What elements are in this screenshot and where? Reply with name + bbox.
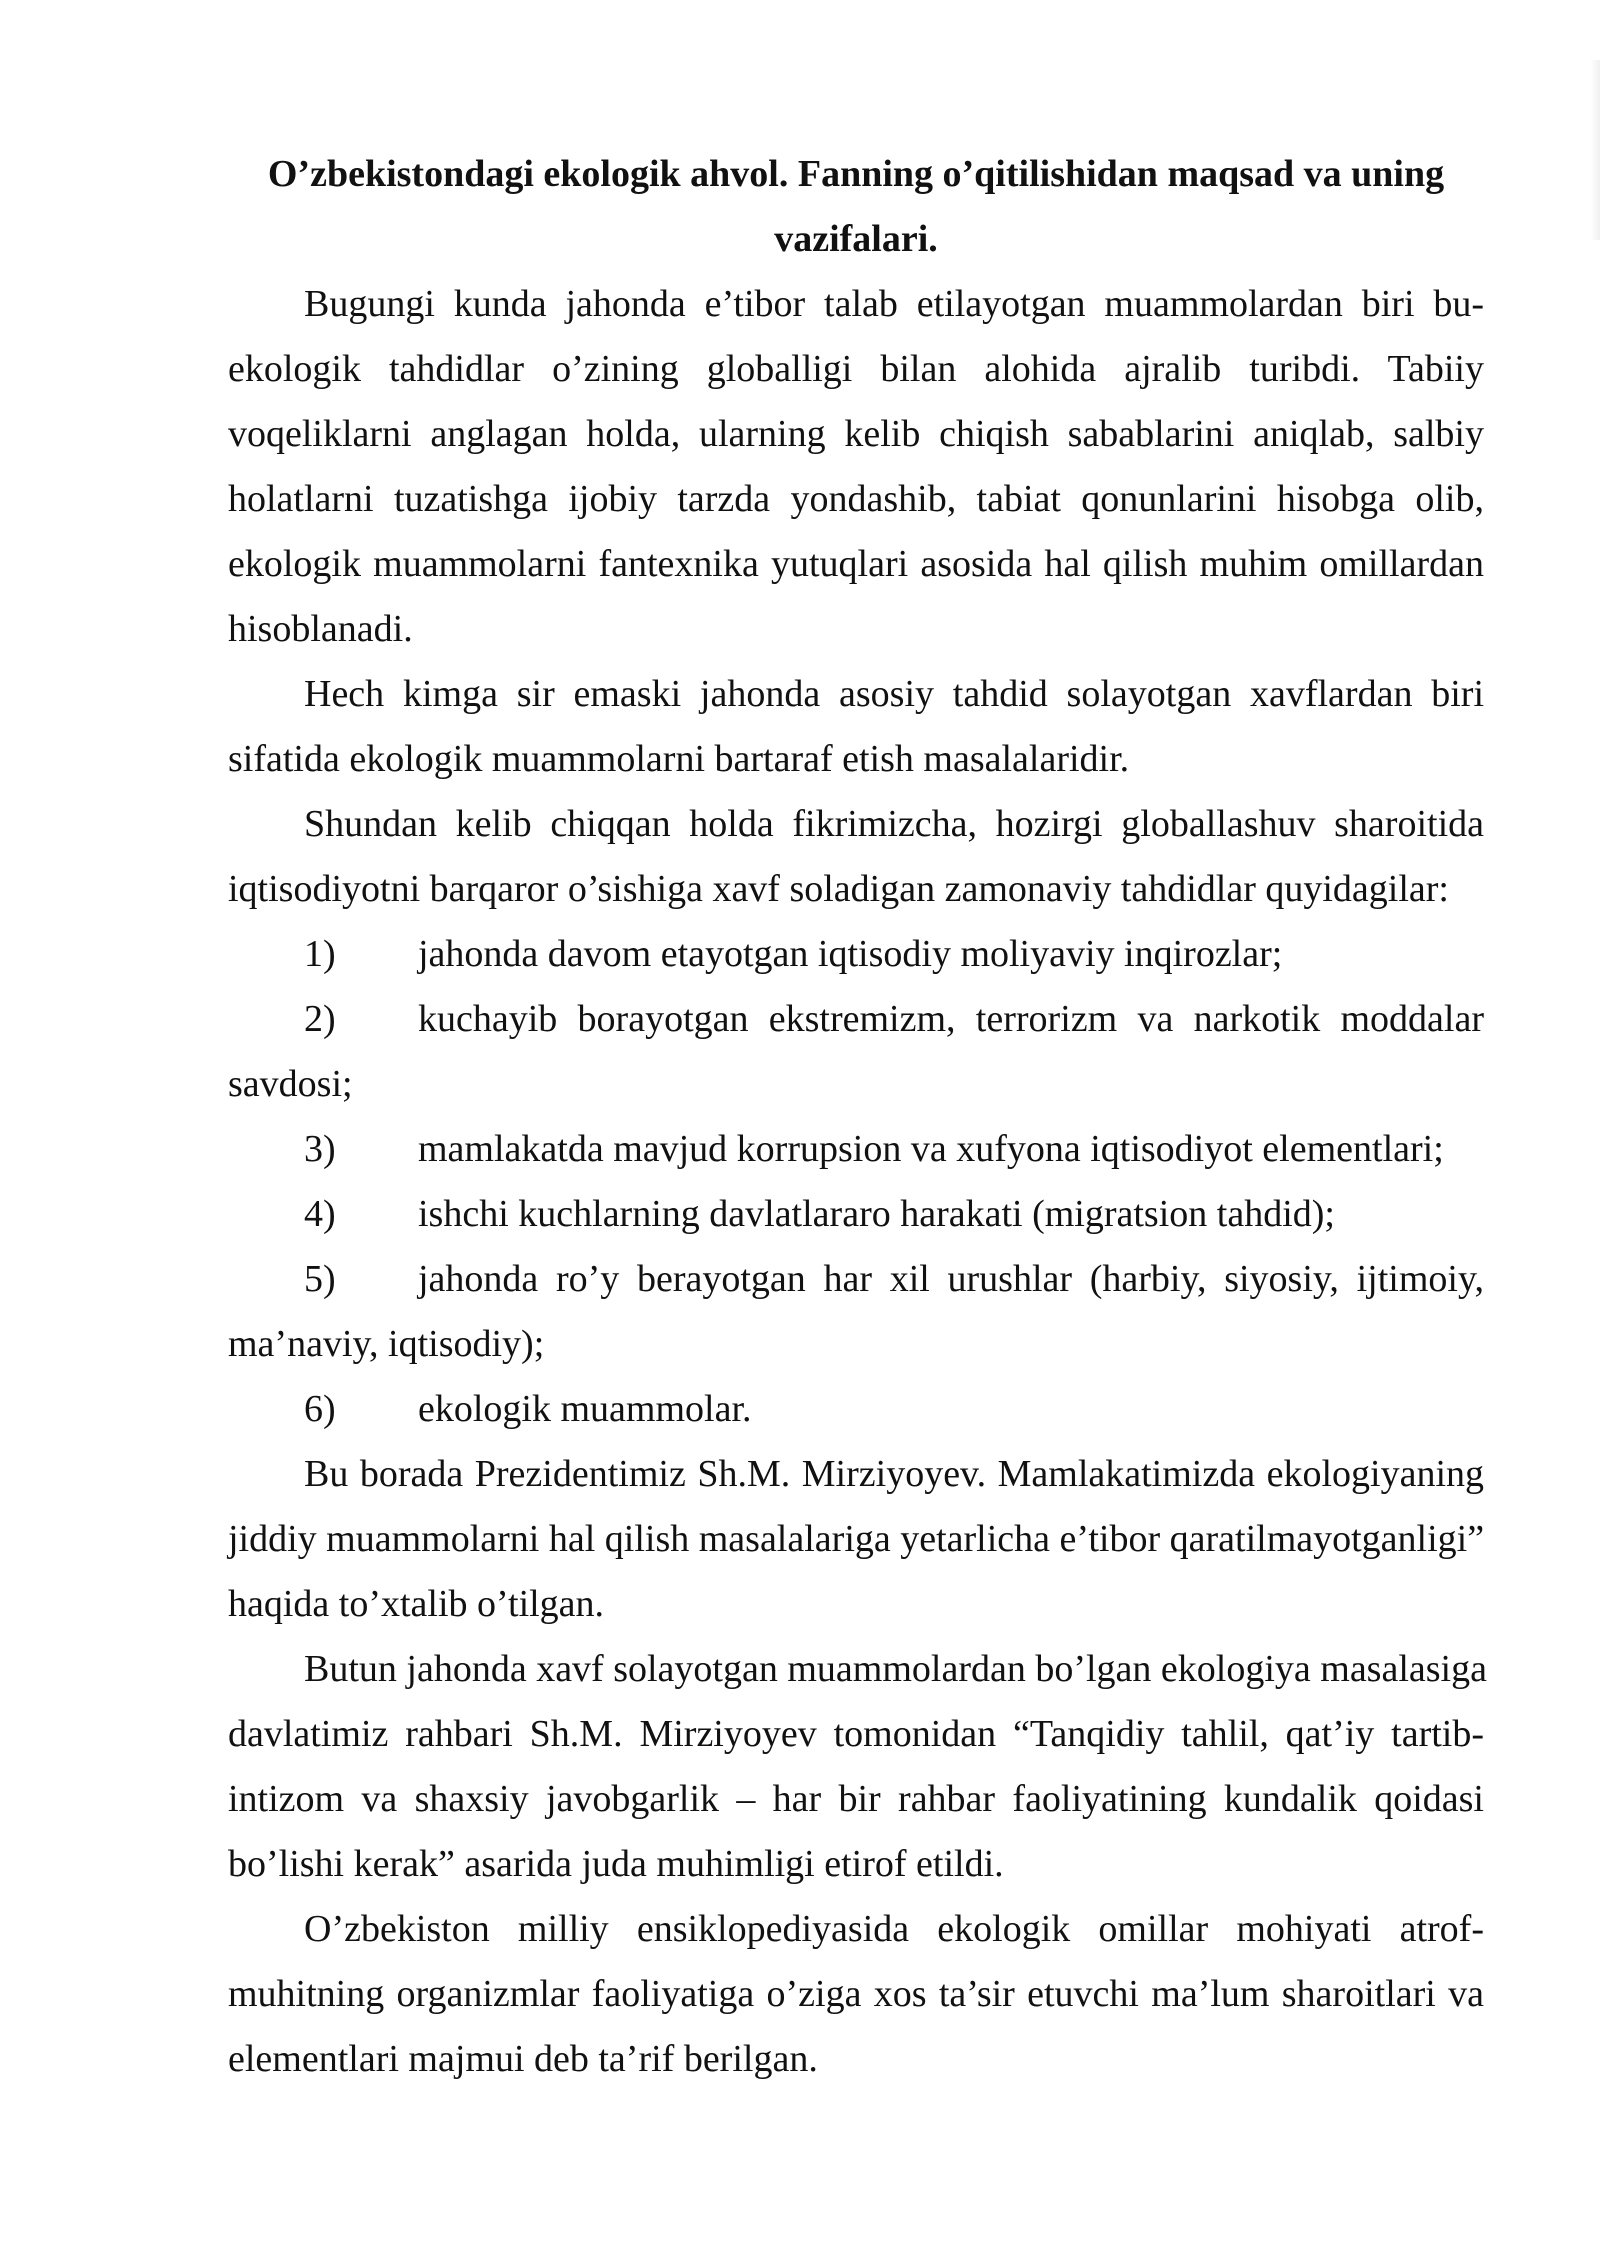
list-item-text: kuchayib borayotgan ekstremizm, terrorizm va narkotik moddalar: [418, 998, 1484, 1040]
list-item-continuation: savdosi;: [228, 1063, 353, 1105]
paragraph-4-line-3: haqida to’xtalib o’tilgan.: [228, 1583, 605, 1625]
paragraph-3-line-1: Shundan kelib chiqqan holda fikrimizcha, hozirgi globallashuv sharoitida: [304, 803, 1484, 845]
list-item-number: 1): [304, 933, 336, 975]
paragraph-4-line-2: jiddiy muammolarni hal qilish masalalariga yetarlicha e’tibor qaratilmayotganligi”: [228, 1518, 1485, 1560]
page-edge-shadow: [1590, 60, 1600, 240]
paragraph-5-line-1: Butun jahonda xavf solayotgan muammolardan bo’lgan ekologiya masalasiga: [304, 1648, 1487, 1690]
list-item-number: 3): [304, 1128, 336, 1170]
paragraph-2-line-1: Hech kimga sir emaski jahonda asosiy tahdid solayotgan xavflardan biri: [304, 673, 1484, 715]
list-item-number: 5): [304, 1258, 336, 1300]
paragraph-1-line-4: holatlarni tuzatishga ijobiy tarzda yondashib, tabiat qonunlarini hisobga olib,: [228, 478, 1484, 520]
document-title-line-2: vazifalari.: [774, 218, 938, 260]
list-item-number: 4): [304, 1193, 336, 1235]
paragraph-5-line-2: davlatimiz rahbari Sh.M. Mirziyoyev tomonidan “Tanqidiy tahlil, qat’iy tartib-: [228, 1713, 1484, 1755]
list-item-text: mamlakatda mavjud korrupsion va xufyona iqtisodiyot elementlari;: [418, 1128, 1444, 1170]
paragraph-6-line-1: O’zbekiston milliy ensiklopediyasida ekologik omillar mohiyati atrof-: [304, 1908, 1484, 1950]
paragraph-5-line-4: bo’lishi kerak” asarida juda muhimligi etirof etildi.: [228, 1843, 1004, 1885]
document-title-line-1: O’zbekistondagi ekologik ahvol. Fanning o’qitilishidan maqsad va uning: [267, 153, 1445, 195]
paragraph-4-line-1: Bu borada Prezidentimiz Sh.M. Mirziyoyev. Mamlakatimizda ekologiyaning: [304, 1453, 1484, 1495]
paragraph-6-line-2: muhitning organizmlar faoliyatiga o’ziga xos ta’sir etuvchi ma’lum sharoitlari va: [228, 1973, 1484, 2015]
paragraph-6-line-3: elementlari majmui deb ta’rif berilgan.: [228, 2038, 818, 2080]
list-item-text: jahonda ro’y berayotgan har xil urushlar (harbiy, siyosiy, ijtimoiy,: [418, 1258, 1484, 1300]
paragraph-2-line-2: sifatida ekologik muammolarni bartaraf etish masalalaridir.: [228, 738, 1130, 780]
paragraph-1-line-5: ekologik muammolarni fantexnika yutuqlari asosida hal qilish muhim omillardan: [228, 543, 1484, 585]
paragraph-1-line-1: Bugungi kunda jahonda e’tibor talab etilayotgan muammolardan biri bu-: [304, 283, 1484, 325]
list-item-continuation: ma’naviy, iqtisodiy);: [228, 1323, 545, 1365]
list-item-text: ekologik muammolar.: [418, 1388, 752, 1430]
paragraph-1-line-3: voqeliklarni anglagan holda, ularning kelib chiqish sabablarini aniqlab, salbiy: [228, 413, 1484, 455]
list-item-text: jahonda davom etayotgan iqtisodiy moliyaviy inqirozlar;: [418, 933, 1283, 975]
list-item-number: 6): [304, 1388, 336, 1430]
paragraph-1-line-6: hisoblanadi.: [228, 608, 413, 650]
list-item-text: ishchi kuchlarning davlatlararo harakati (migratsion tahdid);: [418, 1193, 1335, 1235]
paragraph-1-line-2: ekologik tahdidlar o’zining globalligi bilan alohida ajralib turibdi. Tabiiy: [228, 348, 1484, 390]
paragraph-3-line-2: iqtisodiyotni barqaror o’sishiga xavf soladigan zamonaviy tahdidlar quyidagilar:: [228, 868, 1449, 910]
list-item-number: 2): [304, 998, 336, 1040]
paragraph-5-line-3: intizom va shaxsiy javobgarlik – har bir rahbar faoliyatining kundalik qoidasi: [228, 1778, 1484, 1820]
